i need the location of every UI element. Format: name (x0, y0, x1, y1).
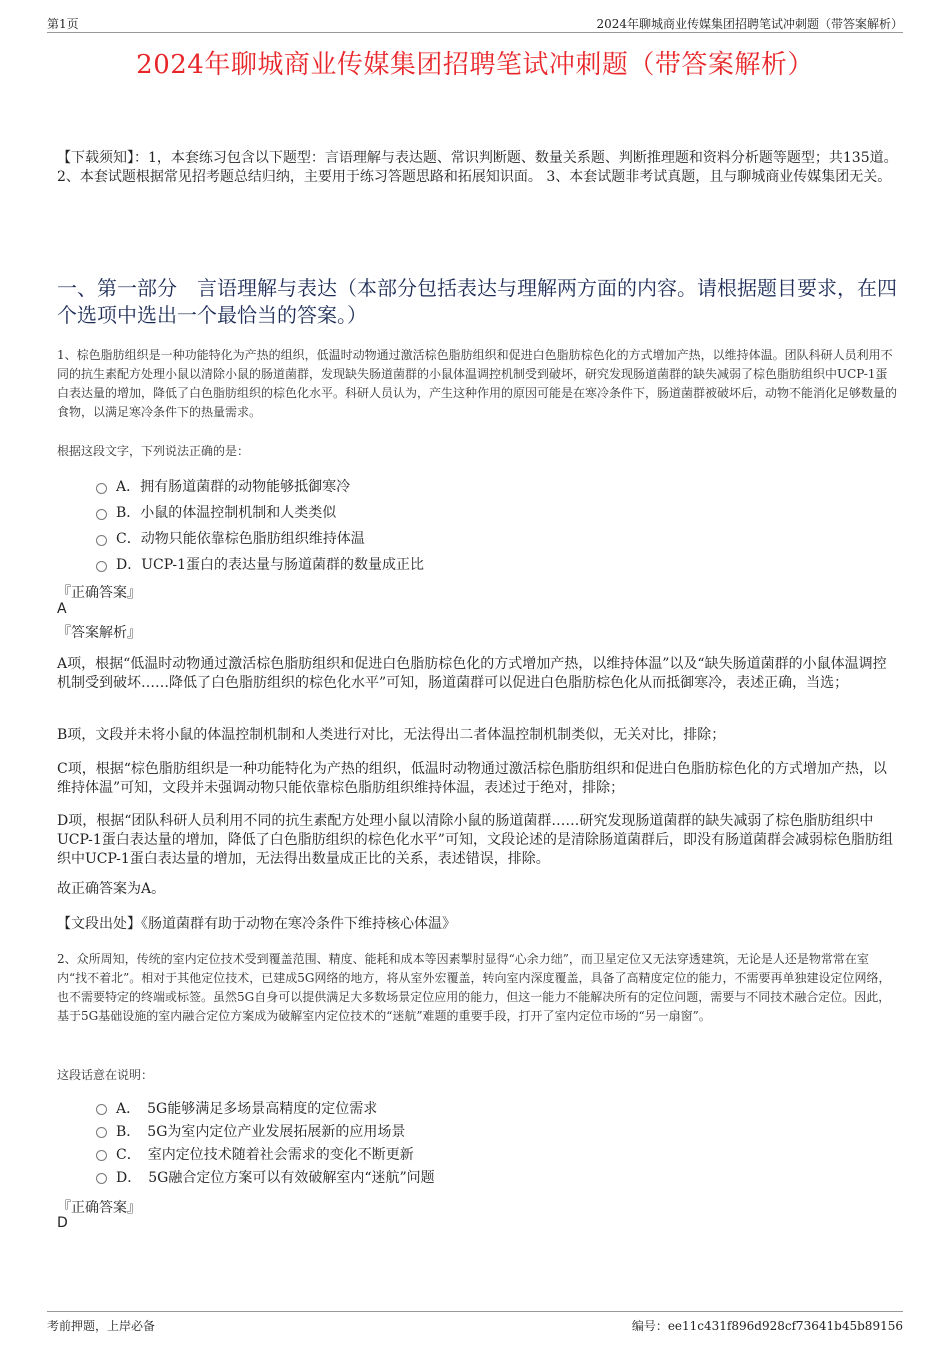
option-a[interactable]: A．拥有肠道菌群的动物能够抵御寒冷 (96, 473, 424, 499)
question-2-prompt: 这段话意在说明： (57, 1068, 154, 1082)
analysis-c: C项，根据“棕色脂肪组织是一种功能特化为产热的组织，低温时动物通过激活棕色脂肪组织和促进白色脂肪棕色化的方式增加产热，以维持体温”可知，文段并未强调动物只能依靠棕色脂肪组织维持体温，表述过于绝对，排除； (57, 761, 887, 796)
radio-icon[interactable] (96, 1150, 107, 1161)
radio-icon[interactable] (96, 1104, 107, 1115)
option-b[interactable]: B．小鼠的体温控制机制和人类类似 (96, 499, 424, 525)
analysis-b: B项，文段并未将小鼠的体温控制机制和人类进行对比，无法得出二者体温控制机制类似，无关对比，排除； (57, 727, 726, 743)
page-number: 第1页 (47, 17, 79, 31)
radio-icon[interactable] (96, 535, 107, 546)
radio-icon[interactable] (96, 509, 107, 520)
correct-answer: A (57, 601, 67, 617)
question-1-prompt: 根据这段文字，下列说法正确的是： (57, 444, 250, 458)
option-d[interactable]: D．UCP-1蛋白的表达量与肠道菌群的数量成正比 (96, 551, 424, 577)
correct-answer-label: 『正确答案』 (57, 585, 141, 601)
option-c[interactable]: C．动物只能依靠棕色脂肪组织维持体温 (96, 525, 424, 551)
question-2-stem: 2、众所周知，传统的室内定位技术受到覆盖范围、精度、能耗和成本等因素掣肘显得“心余力绌”，而卫星定位又无法穿透建筑，无论是人还是物常常在室内“找不着北”。相对于其他定位技术，已建成5G网络的地方，将从室外宏覆盖，转向室内深度覆盖，具备了高精度定位的能力，不需要再单独建设定位网络，也不需要特定的终端或标签。虽然5G自身可以提供满足大多数场景定位应用的能力，但这一能力不能解决所有的定位问题，需要与不同技术融合定位。因此，基于5G基础设施的室内融合定位方案成为破解室内定位技术的“迷航”难题的重要手段，打开了室内定位市场的“另一扇窗”。 (57, 952, 891, 1023)
page-footer (47, 1311, 903, 1334)
analysis-d: D项，根据“团队科研人员利用不同的抗生素配方处理小鼠以清除小鼠的肠道菌群……研究发现肠道菌群的缺失减弱了棕色脂肪组织中UCP-1蛋白表达量的增加，降低了白色脂肪组织的棕色化水平”可知，文段论述的是清除肠道菌群后，即没有肠道菌群会减弱棕色脂肪组织中UCP-1蛋白表达量的增加，无法得出数量成正比的关系，表述错误，排除。 (57, 813, 893, 867)
document-id: 编号：ee11c431f896d928cf73641b45b89156 (631, 1319, 903, 1333)
source-citation: 【文段出处】《肠道菌群有助于动物在寒冷条件下维持核心体温》 (57, 916, 456, 932)
option-b[interactable]: B． 5G为室内定位产业发展拓展新的应用场景 (96, 1119, 435, 1142)
download-notice: 【下载须知】：1，本套练习包含以下题型：言语理解与表达题、常识判断题、数量关系题、判断推理题和资料分析题等题型；共135道。 2、本套试题根据常见招考题总结归纳，主要用于练习答题思路和拓展知识面。 3、本套试题非考试真题，且与聊城商业传媒集团无关。 (57, 150, 898, 185)
radio-icon[interactable] (96, 1127, 107, 1138)
footer-slogan: 考前押题，上岸必备 (47, 1319, 156, 1333)
question-1-stem: 1、棕色脂肪组织是一种功能特化为产热的组织，低温时动物通过激活棕色脂肪组织和促进白色脂肪棕色化的方式增加产热，以维持体温。团队科研人员利用不同的抗生素配方处理小鼠以清除小鼠的肠道菌群，发现缺失肠道菌群的小鼠体温调控机制受到破坏，研究发现肠道菌群的缺失减弱了棕色脂肪组织中UCP-1蛋白表达量的增加，降低了白色脂肪组织的棕色化水平。科研人员认为，产生这种作用的原因可能是在寒冷条件下，肠道菌群被破坏后，动物不能消化足够数量的食物，以满足寒冷条件下的热量需求。 (57, 348, 898, 419)
question-1-options (96, 473, 424, 577)
header-doc-title: 2024年聊城商业传媒集团招聘笔试冲刺题（带答案解析） (596, 17, 903, 31)
analysis-a: A项，根据“低温时动物通过激活棕色脂肪组织和促进白色脂肪棕色化的方式增加产热，以维持体温”以及“缺失肠道菌群的小鼠体温调控机制受到破坏……降低了白色脂肪组织的棕色化水平”可知，肠道菌群可以促进白色脂肪棕色化从而抵御寒冷，表述正确，当选； (57, 656, 887, 691)
option-a[interactable]: A． 5G能够满足多场景高精度的定位需求 (96, 1096, 435, 1119)
page-header (47, 12, 903, 33)
option-c[interactable]: C． 室内定位技术随着社会需求的变化不断更新 (96, 1142, 435, 1165)
question-2-options (96, 1096, 435, 1188)
document-title: 2024年聊城商业传媒集团招聘笔试冲刺题（带答案解析） (136, 50, 814, 80)
section-heading: 一、第一部分 言语理解与表达（本部分包括表达与理解两方面的内容。请根据题目要求，在四个选项中选出一个最恰当的答案。） (57, 276, 897, 327)
option-d[interactable]: D． 5G融合定位方案可以有效破解室内“迷航”问题 (96, 1165, 435, 1188)
analysis-label: 『答案解析』 (57, 625, 141, 641)
radio-icon[interactable] (96, 1173, 107, 1184)
correct-answer-label: 『正确答案』 (57, 1200, 141, 1216)
radio-icon[interactable] (96, 561, 107, 572)
analysis-conclusion: 故正确答案为A。 (57, 881, 166, 897)
correct-answer: D (57, 1215, 68, 1231)
radio-icon[interactable] (96, 483, 107, 494)
